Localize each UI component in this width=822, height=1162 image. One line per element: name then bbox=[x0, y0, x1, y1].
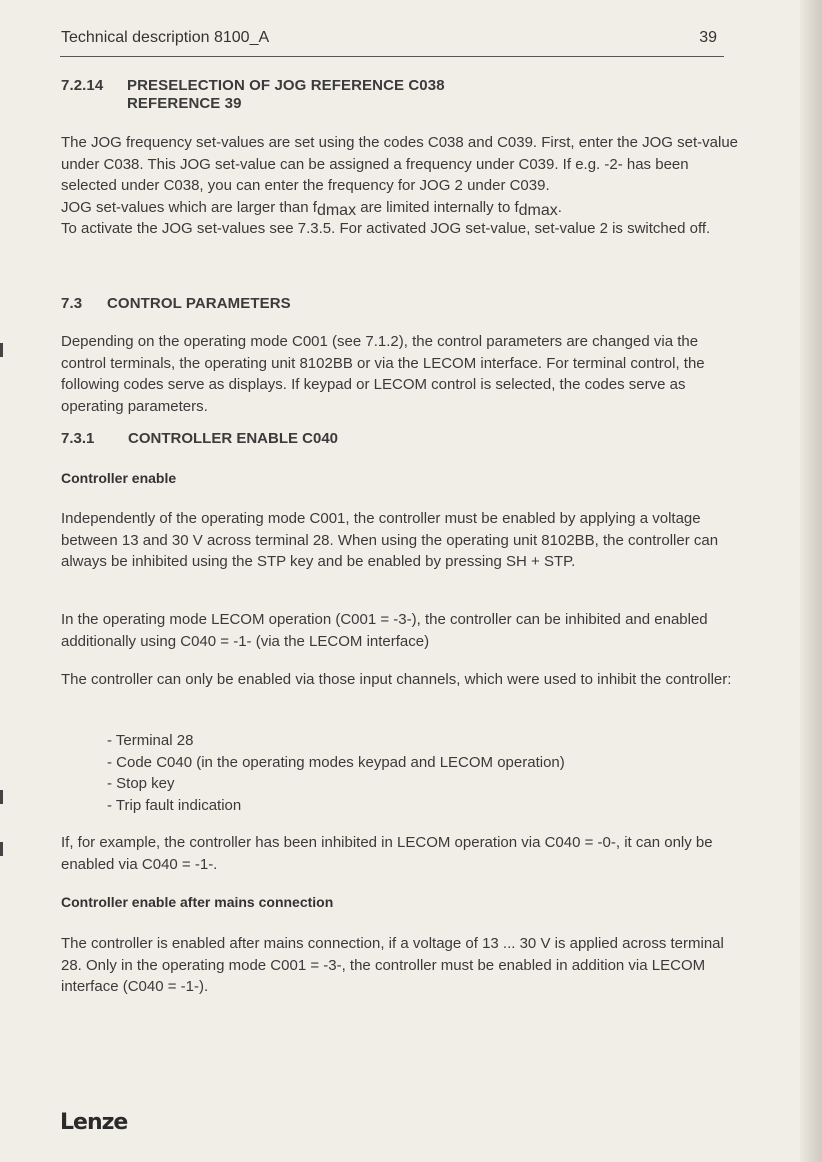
list-item: - Code C040 (in the operating modes keypad and LECOM operation) bbox=[107, 753, 565, 771]
section-7-3-1-para4: If, for example, the controller has been inhibited in LECOM operation via C040 = -0-, it can only be enabled via C040 = -1-. bbox=[61, 834, 713, 873]
lenze-logo: Lenze bbox=[60, 1110, 128, 1135]
list-item: - Stop key bbox=[107, 775, 175, 793]
header-rule bbox=[60, 56, 724, 57]
page-edge-shadow bbox=[800, 0, 822, 1162]
subheading-enable-after-mains: Controller enable after mains connection bbox=[61, 894, 334, 910]
section-7-3-1-para3: The controller can only be enabled via those input channels, which were used to inhibit the controller: bbox=[61, 671, 732, 688]
page-header bbox=[61, 29, 721, 47]
subheading-controller-enable: Controller enable bbox=[61, 470, 177, 486]
binding-mark bbox=[0, 790, 3, 804]
section-heading-7-3: 7.3 CONTROL PARAMETERS bbox=[61, 295, 291, 312]
bullet-list bbox=[61, 730, 741, 816]
section-heading-7-3-1: 7.3.1 CONTROLLER ENABLE C040 bbox=[61, 430, 339, 447]
section-7-3-body bbox=[61, 331, 741, 417]
section-7-3-1-para2: In the operating mode LECOM operation (C001 = -3-), the controller can be inhibited and enabled additionally using C040 = -1- (via the LECOM interface) bbox=[61, 611, 708, 650]
binding-mark bbox=[0, 842, 3, 856]
section-7-2-14-body bbox=[61, 132, 741, 240]
page-number: 39 bbox=[699, 29, 717, 46]
paragraph: The JOG frequency set-values are set using the codes C038 and C039. First, enter the JOG set-value under C038. This JOG set-value can be assigned a frequency under C039. If e.g. -2- has been selected under C038, you can enter the frequency for JOG 2 under C039. bbox=[61, 134, 739, 195]
section-heading-7-2-14: 7.2.14 PRESELECTION OF JOG REFERENCE C038 REFERENCE 39 bbox=[61, 77, 445, 112]
section-7-3-1-para1: Independently of the operating mode C001, the controller must be enabled by applying a voltage between 13 and 30 V across terminal 28. When using the operating unit 8102BB, the controller can always be inhibited using the STP key and be enabled by pressing SH + STP. bbox=[61, 510, 719, 571]
paragraph: Depending on the operating mode C001 (see 7.1.2), the control parameters are changed via the control terminals, the operating unit 8102BB or via the LECOM interface. For terminal control, the following codes serve as displays. If keypad or LECOM control is selected, the codes serve as operating parameters. bbox=[61, 333, 705, 415]
list-item: - Terminal 28 bbox=[107, 732, 194, 749]
list-item: - Trip fault indication bbox=[107, 796, 242, 814]
section-7-3-1-para5: The controller is enabled after mains connection, if a voltage of 13 ... 30 V is applied across terminal 28. Only in the operating mode C001 = -3-, the controller must be enabled in addition via LECOM interface (C040 = -1-). bbox=[61, 935, 724, 996]
header-title: Technical description 8100_A bbox=[61, 29, 270, 46]
binding-mark bbox=[0, 343, 3, 357]
paragraph: JOG set-values which are larger than fdmax are limited internally to fdmax. bbox=[61, 198, 562, 219]
paragraph: To activate the JOG set-values see 7.3.5. For activated JOG set-value, set-value 2 is switched off. bbox=[61, 220, 711, 238]
